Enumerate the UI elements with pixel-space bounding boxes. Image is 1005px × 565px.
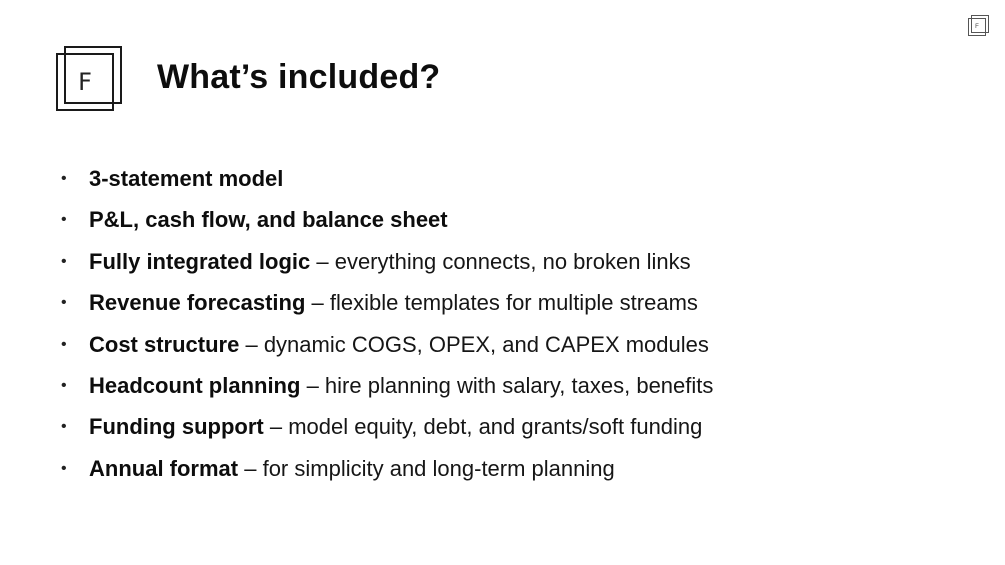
item-description: – for simplicity and long-term planning: [238, 455, 615, 481]
item-heading: Headcount planning: [89, 372, 301, 398]
bullet-icon: •: [61, 459, 67, 477]
corner-logo: [968, 15, 990, 37]
item-heading: Annual format: [89, 455, 239, 481]
list-item: [56, 406, 713, 447]
item-description: – model equity, debt, and grants/soft funding: [263, 414, 703, 440]
corner-logo-letter: F: [975, 24, 979, 30]
brand-logo: [56, 46, 126, 114]
bullet-icon: •: [61, 418, 67, 436]
list-item: [56, 324, 713, 365]
feature-list: [56, 158, 713, 489]
item-heading: Funding support: [89, 414, 264, 440]
list-item: [56, 199, 713, 240]
list-item: [56, 365, 713, 406]
list-item: [56, 241, 713, 282]
bullet-icon: •: [61, 376, 67, 394]
bullet-icon: •: [61, 211, 67, 229]
item-description: – hire planning with salary, taxes, benefits: [300, 372, 714, 398]
item-heading: Cost structure: [89, 331, 240, 357]
list-item: [56, 448, 713, 489]
item-heading: 3-statement model: [89, 166, 284, 191]
item-description: – everything connects, no broken links: [310, 248, 691, 274]
bullet-icon: •: [61, 252, 67, 270]
slide-title: What’s included?: [157, 58, 441, 96]
bullet-icon: •: [61, 170, 67, 187]
item-heading: Revenue forecasting: [89, 290, 306, 316]
item-heading: Fully integrated logic: [89, 248, 311, 274]
logo-letter: F: [78, 68, 92, 96]
bullet-icon: •: [61, 294, 67, 312]
list-item: [56, 158, 713, 199]
list-item: [56, 282, 713, 323]
item-description: – flexible templates for multiple streams: [305, 290, 698, 316]
item-heading: P&L, cash flow, and balance sheet: [89, 207, 448, 233]
item-description: – dynamic COGS, OPEX, and CAPEX modules: [239, 331, 709, 357]
bullet-icon: •: [61, 335, 67, 353]
